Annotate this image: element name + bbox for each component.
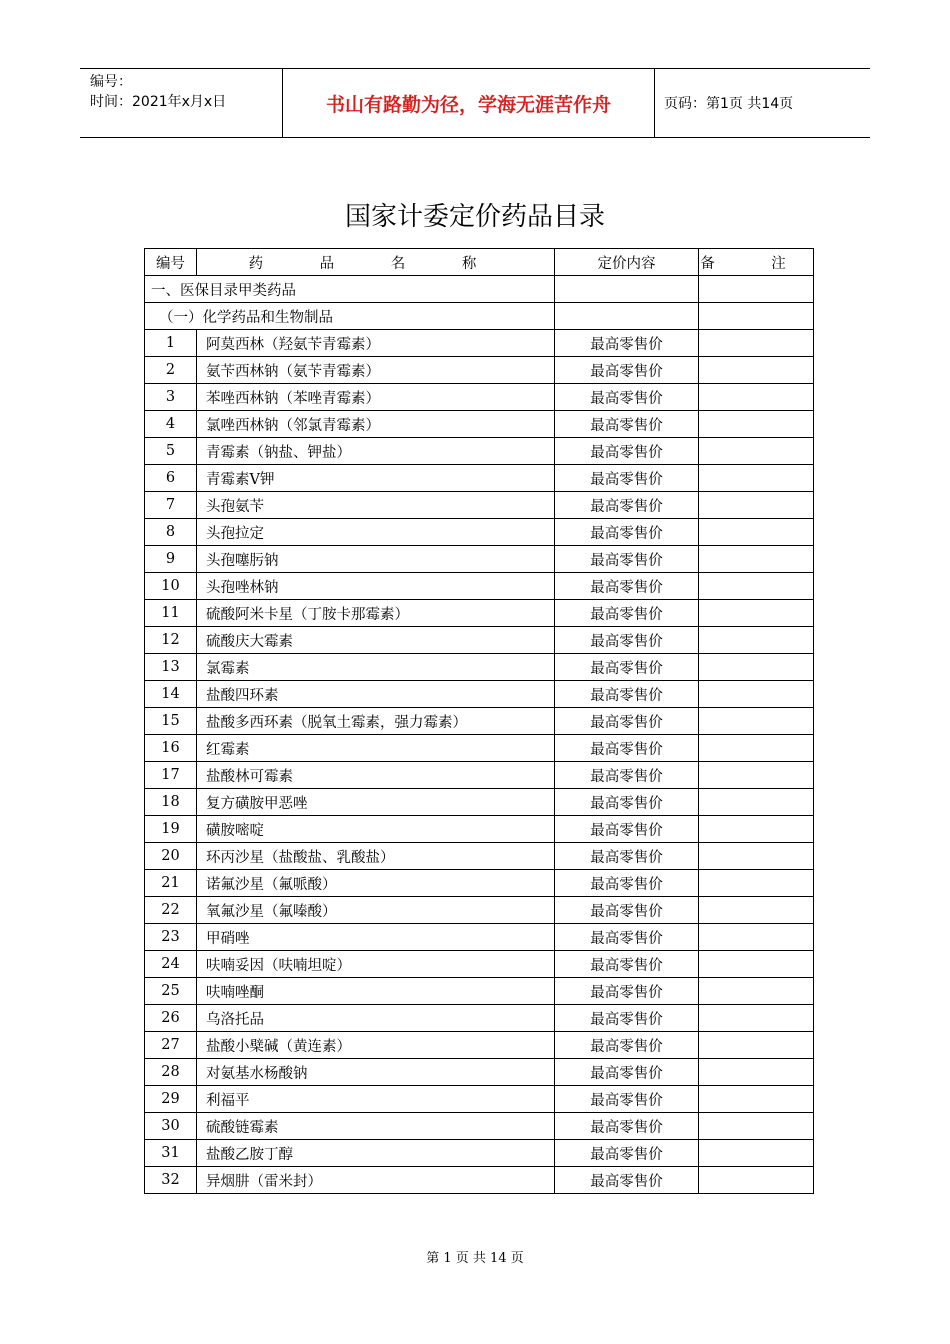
cell-name: 异烟肼（雷米封） [197,1167,555,1194]
section-title: 一、医保目录甲类药品 [145,276,555,303]
cell-num: 17 [145,762,197,789]
cell-name: 盐酸乙胺丁醇 [197,1140,555,1167]
cell-remark [699,330,814,357]
cell-price: 最高零售价 [555,735,699,762]
cell-remark [699,411,814,438]
cell-name: 甲硝唑 [197,924,555,951]
page-header [80,68,870,138]
cell-num: 11 [145,600,197,627]
cell-remark [699,465,814,492]
cell-price: 最高零售价 [555,330,699,357]
table-row [145,735,814,762]
cell-price: 最高零售价 [555,411,699,438]
cell-num: 18 [145,789,197,816]
drug-catalog-table [144,248,814,1194]
cell-name: 氯霉素 [197,654,555,681]
cell-price: 最高零售价 [555,1113,699,1140]
cell-num: 14 [145,681,197,708]
cell-name: 乌洛托品 [197,1005,555,1032]
table-row [145,465,814,492]
cell-price: 最高零售价 [555,1005,699,1032]
cell-name: 头孢噻肟钠 [197,546,555,573]
cell-remark [699,708,814,735]
table-row [145,816,814,843]
cell-remark [699,1167,814,1194]
cell-name: 硫酸庆大霉素 [197,627,555,654]
cell-remark [699,492,814,519]
section-price-cell [555,276,699,303]
table-row [145,411,814,438]
header-meta [80,69,283,137]
cell-num: 15 [145,708,197,735]
cell-price: 最高零售价 [555,465,699,492]
cell-name: 对氨基水杨酸钠 [197,1059,555,1086]
cell-num: 6 [145,465,197,492]
cell-remark [699,1086,814,1113]
cell-remark [699,654,814,681]
cell-num: 23 [145,924,197,951]
cell-name: 青霉素（钠盐、钾盐） [197,438,555,465]
cell-num: 12 [145,627,197,654]
cell-remark [699,573,814,600]
header-page-info: 页码：第1页 共14页 [664,96,794,112]
cell-remark [699,600,814,627]
cell-num: 22 [145,897,197,924]
subsection-row [145,303,814,330]
cell-price: 最高零售价 [555,1032,699,1059]
cell-price: 最高零售价 [555,600,699,627]
cell-name: 呋喃唑酮 [197,978,555,1005]
cell-num: 10 [145,573,197,600]
table-row [145,654,814,681]
table-row [145,357,814,384]
cell-name: 磺胺嘧啶 [197,816,555,843]
cell-name: 环丙沙星（盐酸盐、乳酸盐） [197,843,555,870]
cell-price: 最高零售价 [555,870,699,897]
cell-name: 盐酸四环素 [197,681,555,708]
table-header-row [145,249,814,276]
cell-num: 7 [145,492,197,519]
cell-num: 30 [145,1113,197,1140]
cell-price: 最高零售价 [555,627,699,654]
cell-remark [699,357,814,384]
header-num: 编号 [145,249,197,276]
table-row [145,978,814,1005]
cell-num: 28 [145,1059,197,1086]
header-name: 药 品 名 称 [197,249,555,276]
cell-num: 32 [145,1167,197,1194]
cell-remark [699,546,814,573]
cell-num: 8 [145,519,197,546]
cell-price: 最高零售价 [555,951,699,978]
table-row [145,573,814,600]
cell-num: 2 [145,357,197,384]
cell-remark [699,789,814,816]
cell-name: 苯唑西林钠（苯唑青霉素） [197,384,555,411]
cell-remark [699,897,814,924]
cell-num: 1 [145,330,197,357]
cell-remark [699,951,814,978]
cell-remark [699,762,814,789]
cell-name: 呋喃妥因（呋喃坦啶） [197,951,555,978]
table-row [145,681,814,708]
cell-price: 最高零售价 [555,654,699,681]
cell-remark [699,816,814,843]
cell-num: 27 [145,1032,197,1059]
table-row [145,1032,814,1059]
cell-remark [699,1005,814,1032]
cell-num: 5 [145,438,197,465]
cell-remark [699,843,814,870]
cell-price: 最高零售价 [555,546,699,573]
cell-name: 硫酸链霉素 [197,1113,555,1140]
cell-num: 9 [145,546,197,573]
cell-remark [699,519,814,546]
cell-num: 25 [145,978,197,1005]
cell-num: 16 [145,735,197,762]
cell-price: 最高零售价 [555,762,699,789]
table-row [145,762,814,789]
table-row [145,330,814,357]
page-footer: 第 1 页 共 14 页 [426,1251,524,1266]
section-row [145,276,814,303]
cell-num: 21 [145,870,197,897]
cell-num: 19 [145,816,197,843]
cell-remark [699,1113,814,1140]
cell-remark [699,978,814,1005]
table-row [145,1167,814,1194]
cell-num: 4 [145,411,197,438]
cell-name: 盐酸多西环素（脱氧土霉素，强力霉素） [197,708,555,735]
cell-price: 最高零售价 [555,1086,699,1113]
cell-name: 头孢唑林钠 [197,573,555,600]
table-row [145,897,814,924]
cell-num: 13 [145,654,197,681]
document-title: 国家计委定价药品目录 [344,202,605,232]
cell-price: 最高零售价 [555,978,699,1005]
cell-remark [699,1059,814,1086]
cell-price: 最高零售价 [555,492,699,519]
cell-num: 26 [145,1005,197,1032]
header-remark: 备 注 [699,249,814,276]
cell-num: 20 [145,843,197,870]
table-row [145,1140,814,1167]
cell-remark [699,735,814,762]
section-remark-cell [699,276,814,303]
cell-name: 盐酸林可霉素 [197,762,555,789]
table-row [145,1005,814,1032]
table-row [145,627,814,654]
cell-name: 利福平 [197,1086,555,1113]
cell-name: 氯唑西林钠（邻氯青霉素） [197,411,555,438]
cell-price: 最高零售价 [555,681,699,708]
cell-name: 青霉素V钾 [197,465,555,492]
cell-num: 31 [145,1140,197,1167]
cell-price: 最高零售价 [555,708,699,735]
cell-name: 硫酸阿米卡星（丁胺卡那霉素） [197,600,555,627]
cell-num: 29 [145,1086,197,1113]
cell-remark [699,627,814,654]
table-row [145,1086,814,1113]
cell-name: 阿莫西林（羟氨苄青霉素） [197,330,555,357]
cell-price: 最高零售价 [555,1167,699,1194]
cell-price: 最高零售价 [555,897,699,924]
cell-name: 氨苄西林钠（氨苄青霉素） [197,357,555,384]
cell-name: 头孢氨苄 [197,492,555,519]
table-row [145,870,814,897]
cell-name: 复方磺胺甲恶唑 [197,789,555,816]
table-row [145,951,814,978]
cell-price: 最高零售价 [555,816,699,843]
cell-price: 最高零售价 [555,924,699,951]
date-label: 时间：2021年x月x日 [90,94,227,110]
cell-remark [699,870,814,897]
cell-name: 诺氟沙星（氟哌酸） [197,870,555,897]
cell-num: 3 [145,384,197,411]
table-row [145,438,814,465]
cell-remark [699,438,814,465]
cell-price: 最高零售价 [555,519,699,546]
cell-price: 最高零售价 [555,357,699,384]
serial-label: 编号： [90,74,132,90]
cell-price: 最高零售价 [555,1140,699,1167]
table-row [145,924,814,951]
table-row [145,384,814,411]
table-row [145,843,814,870]
cell-name: 氧氟沙星（氟嗪酸） [197,897,555,924]
table-row [145,519,814,546]
cell-remark [699,924,814,951]
cell-price: 最高零售价 [555,1059,699,1086]
cell-price: 最高零售价 [555,438,699,465]
cell-remark [699,1032,814,1059]
cell-price: 最高零售价 [555,789,699,816]
cell-name: 盐酸小檗碱（黄连素） [197,1032,555,1059]
table-row [145,1113,814,1140]
table-row [145,492,814,519]
header-price: 定价内容 [555,249,699,276]
cell-price: 最高零售价 [555,384,699,411]
cell-price: 最高零售价 [555,843,699,870]
subsection-remark-cell [699,303,814,330]
table-row [145,789,814,816]
cell-name: 头孢拉定 [197,519,555,546]
table-row [145,708,814,735]
cell-num: 24 [145,951,197,978]
header-motto: 书山有路勤为径，学海无涯苦作舟 [283,69,655,137]
subsection-price-cell [555,303,699,330]
table-row [145,600,814,627]
subsection-title: （一）化学药品和生物制品 [145,303,555,330]
table-row [145,546,814,573]
cell-price: 最高零售价 [555,573,699,600]
cell-remark [699,1140,814,1167]
cell-remark [699,681,814,708]
cell-remark [699,384,814,411]
cell-name: 红霉素 [197,735,555,762]
table-row [145,1059,814,1086]
